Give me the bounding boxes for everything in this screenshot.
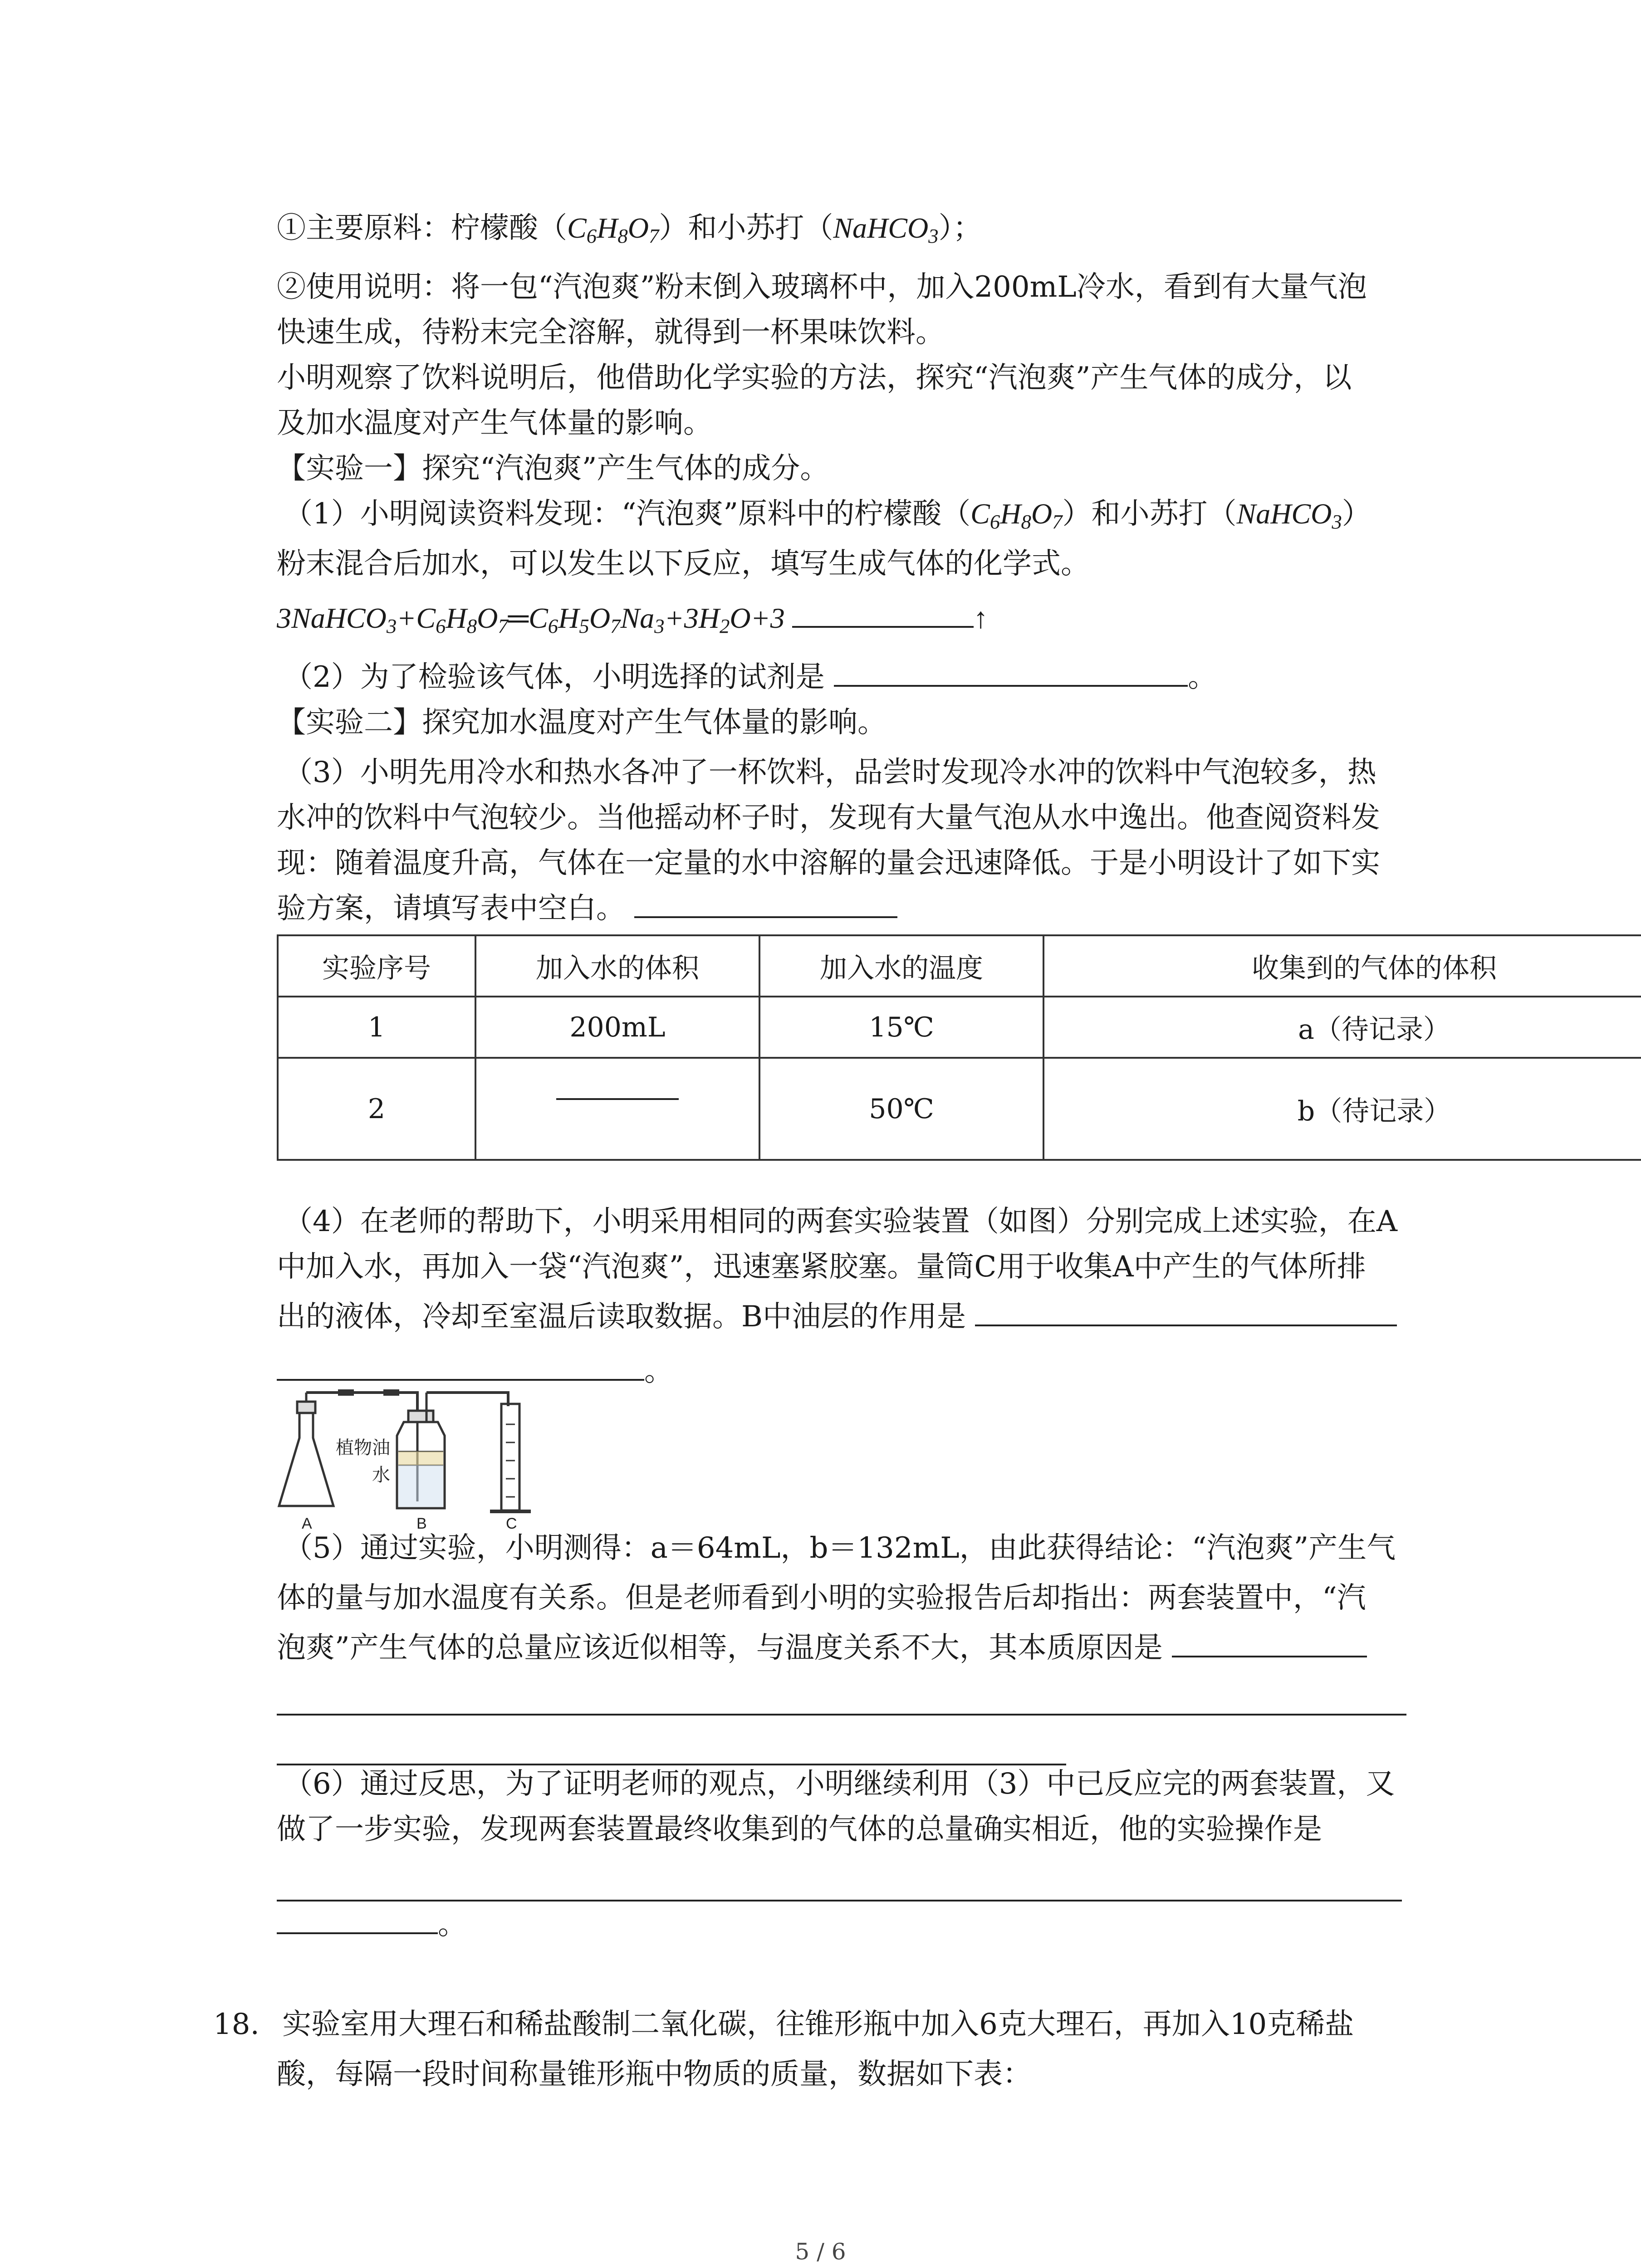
q1-line-2: 粉末混合后加水，可以发生以下反应，填写生成气体的化学式。: [277, 547, 1090, 581]
eq-part: +3H: [664, 602, 720, 634]
text-span: ）；: [938, 211, 982, 245]
experiment-2-heading: 【实验二】探究加水温度对产生气体量的影响。: [277, 706, 887, 739]
table-header-cell: 实验序号: [278, 935, 475, 997]
q3-line-1: （3）小明先用冷水和热水各冲了一杯饮料，品尝时发现冷水冲的饮料中气泡较多，热: [284, 756, 1376, 789]
answer-blank-reason[interactable]: [1172, 1655, 1367, 1657]
formula-h: H: [597, 212, 618, 244]
table-cell: 200mL: [475, 997, 759, 1058]
answer-blank-oil[interactable]: [975, 1324, 1397, 1326]
formula-h: H: [1000, 498, 1021, 530]
q6-line-1: （6）通过反思，为了证明老师的观点，小明继续利用（3）中已反应完的两套装置，又: [284, 1767, 1395, 1801]
table-cell: 1: [278, 997, 475, 1058]
subscript: 3: [386, 615, 397, 638]
q18-line-2: 酸，每隔一段时间称量锥形瓶中物质的质量，数据如下表：: [277, 2058, 1032, 2091]
subscript: 8: [617, 225, 628, 248]
subscript: 3: [1332, 510, 1342, 533]
q1-line-1: [284, 494, 1371, 534]
text-span: 出的液体，冷却至室温后读取数据。B中油层的作用是: [277, 1300, 966, 1334]
q18-line-1: [213, 2004, 1354, 2045]
experiment-1-heading: 【实验一】探究“汽泡爽”产生气体的成分。: [277, 452, 829, 485]
formula-c: C: [567, 212, 587, 244]
eq-part: 3NaHCO: [277, 602, 387, 634]
answer-line[interactable]: [277, 1714, 1406, 1716]
subscript: 6: [548, 615, 558, 638]
text-span: ①主要原料：柠檬酸（: [277, 211, 567, 245]
subscript: 7: [1052, 510, 1063, 533]
subscript: 6: [586, 225, 597, 248]
q3-line-2: 水冲的饮料中气泡较少。当他摇动杯子时，发现有大量气泡从水中逸出。他查阅资料发: [277, 801, 1380, 835]
q5-line-3: [277, 1628, 1367, 1668]
text-span: 。: [438, 1908, 467, 1941]
answer-blank-op[interactable]: [277, 1932, 438, 1934]
eq-part: +C: [397, 602, 436, 634]
eq-part: ═C: [508, 602, 548, 634]
q4-line-3: [277, 1296, 1397, 1337]
formula-o: O: [1031, 498, 1053, 530]
subscript: 6: [989, 510, 1000, 533]
answer-blank-q3[interactable]: [634, 916, 897, 918]
table-cell: 15℃: [759, 997, 1043, 1058]
text-span: 验方案，请填写表中空白。: [277, 892, 625, 925]
ingredients-line: [277, 208, 982, 249]
q4-line-2: 中加入水，再加入一袋“汽泡爽”，迅速塞紧胶塞。量筒C用于收集A中产生的气体所排: [277, 1250, 1366, 1284]
formula-nahco: NaHCO: [833, 212, 929, 244]
text-span: 。: [644, 1354, 673, 1388]
q5-line-1: （5）通过实验，小明测得：a＝64mL，b＝132mL，由此获得结论：“汽泡爽”产生气: [284, 1531, 1396, 1565]
subscript: 7: [498, 615, 508, 638]
answer-line[interactable]: [277, 1900, 1402, 1901]
q2-line: [284, 657, 1217, 698]
label-a: A: [302, 1515, 312, 1532]
intro-line-1: 小明观察了饮料说明后，他借助化学实验的方法，探究“汽泡爽”产生气体的成分，以: [277, 361, 1352, 395]
label-oil: 植物油: [336, 1438, 390, 1458]
text-span: 。: [1188, 660, 1217, 694]
subscript: 8: [466, 615, 477, 638]
graduated-cylinder-c: [490, 1404, 531, 1511]
eq-part: O: [589, 602, 611, 634]
q6-line-2: 做了一步实验，发现两套装置最终收集到的气体的总量确实相近，他的实验操作是: [277, 1813, 1322, 1846]
table-cell-blank[interactable]: [475, 1058, 759, 1160]
formula-o: O: [627, 212, 649, 244]
intro-line-2: 及加水温度对产生气体量的影响。: [277, 406, 712, 440]
text-span: ）和小苏打（: [1062, 497, 1237, 531]
label-water: 水: [372, 1465, 390, 1485]
label-c: C: [506, 1515, 517, 1532]
usage-line-1: ②使用说明：将一包“汽泡爽”粉末倒入玻璃杯中，加入200mL冷水，看到有大量气泡: [277, 270, 1367, 304]
eq-part: Na: [620, 602, 655, 634]
table-row: [278, 997, 1641, 1058]
eq-part: O: [477, 602, 498, 634]
experiment-table: [277, 934, 1641, 1161]
answer-blank-volume[interactable]: [556, 1098, 679, 1100]
formula-c: C: [970, 498, 990, 530]
eq-part: O+3: [730, 602, 785, 634]
answer-blank-gas[interactable]: [792, 626, 974, 628]
q5-line-2: 体的量与加水温度有关系。但是老师看到小明的实验报告后却指出：两套装置中，“汽: [277, 1581, 1366, 1615]
text-span: ）和小苏打（: [659, 211, 833, 245]
subscript: 7: [610, 615, 621, 638]
subscript: 3: [928, 225, 939, 248]
text-span: （2）为了检验该气体，小明选择的试剂是: [284, 660, 825, 694]
table-cell: 2: [278, 1058, 475, 1160]
table-cell: a（待记录）: [1043, 997, 1641, 1058]
eq-part: H: [446, 602, 467, 634]
text-span: ）: [1342, 497, 1371, 531]
question-number: 18.: [213, 2008, 260, 2041]
text-span: （1）小明阅读资料发现：“汽泡爽”原料中的柠檬酸（: [284, 497, 971, 531]
subscript: 8: [1021, 510, 1031, 533]
table-header-row: [278, 935, 1641, 997]
q6-line-end: [277, 1904, 467, 1945]
table-header-cell: 收集到的气体的体积: [1043, 935, 1641, 997]
q4-line-1: （4）在老师的帮助下，小明采用相同的两套实验装置（如图）分别完成上述实验，在A: [284, 1205, 1397, 1238]
table-cell: b（待记录）: [1043, 1058, 1641, 1160]
formula-nahco: NaHCO: [1236, 498, 1332, 530]
up-arrow-icon: ↑: [973, 602, 988, 634]
table-row: [278, 1058, 1641, 1160]
text-span: 泡爽”产生气体的总量应该近似相等，与温度关系不大，其本质原因是: [277, 1631, 1163, 1665]
label-b: B: [416, 1515, 427, 1532]
text-span: 实验室用大理石和稀盐酸制二氧化碳，往锥形瓶中加入6克大理石，再加入10克稀盐: [282, 2008, 1354, 2041]
table-header-cell: 加入水的温度: [759, 935, 1043, 997]
subscript: 7: [648, 225, 659, 248]
answer-blank-oil-cont[interactable]: [277, 1378, 644, 1381]
conical-flask-a: [279, 1393, 333, 1506]
table-header-cell: 加入水的体积: [475, 935, 759, 997]
answer-blank-reagent[interactable]: [834, 684, 1188, 687]
q3-line-3: 现：随着温度升高，气体在一定量的水中溶解的量会迅速降低。于是小明设计了如下实: [277, 846, 1380, 880]
q4-line-4: [277, 1351, 673, 1392]
eq-part: H: [558, 602, 579, 634]
apparatus-figure: [272, 1388, 563, 1538]
q3-line-4: [277, 888, 897, 929]
usage-line-2: 快速生成，待粉末完全溶解，就得到一杯果味饮料。: [277, 316, 945, 349]
subscript: 6: [436, 615, 446, 638]
subscript: 3: [654, 615, 665, 638]
table-cell: 50℃: [759, 1058, 1043, 1160]
reaction-equation: $3NaHCO_3+C_6H_8O_7═C_6H_5O_7Na_3+3H_2O+3$ ↑: [277, 602, 988, 638]
page-number: 5 / 6: [795, 2239, 846, 2265]
